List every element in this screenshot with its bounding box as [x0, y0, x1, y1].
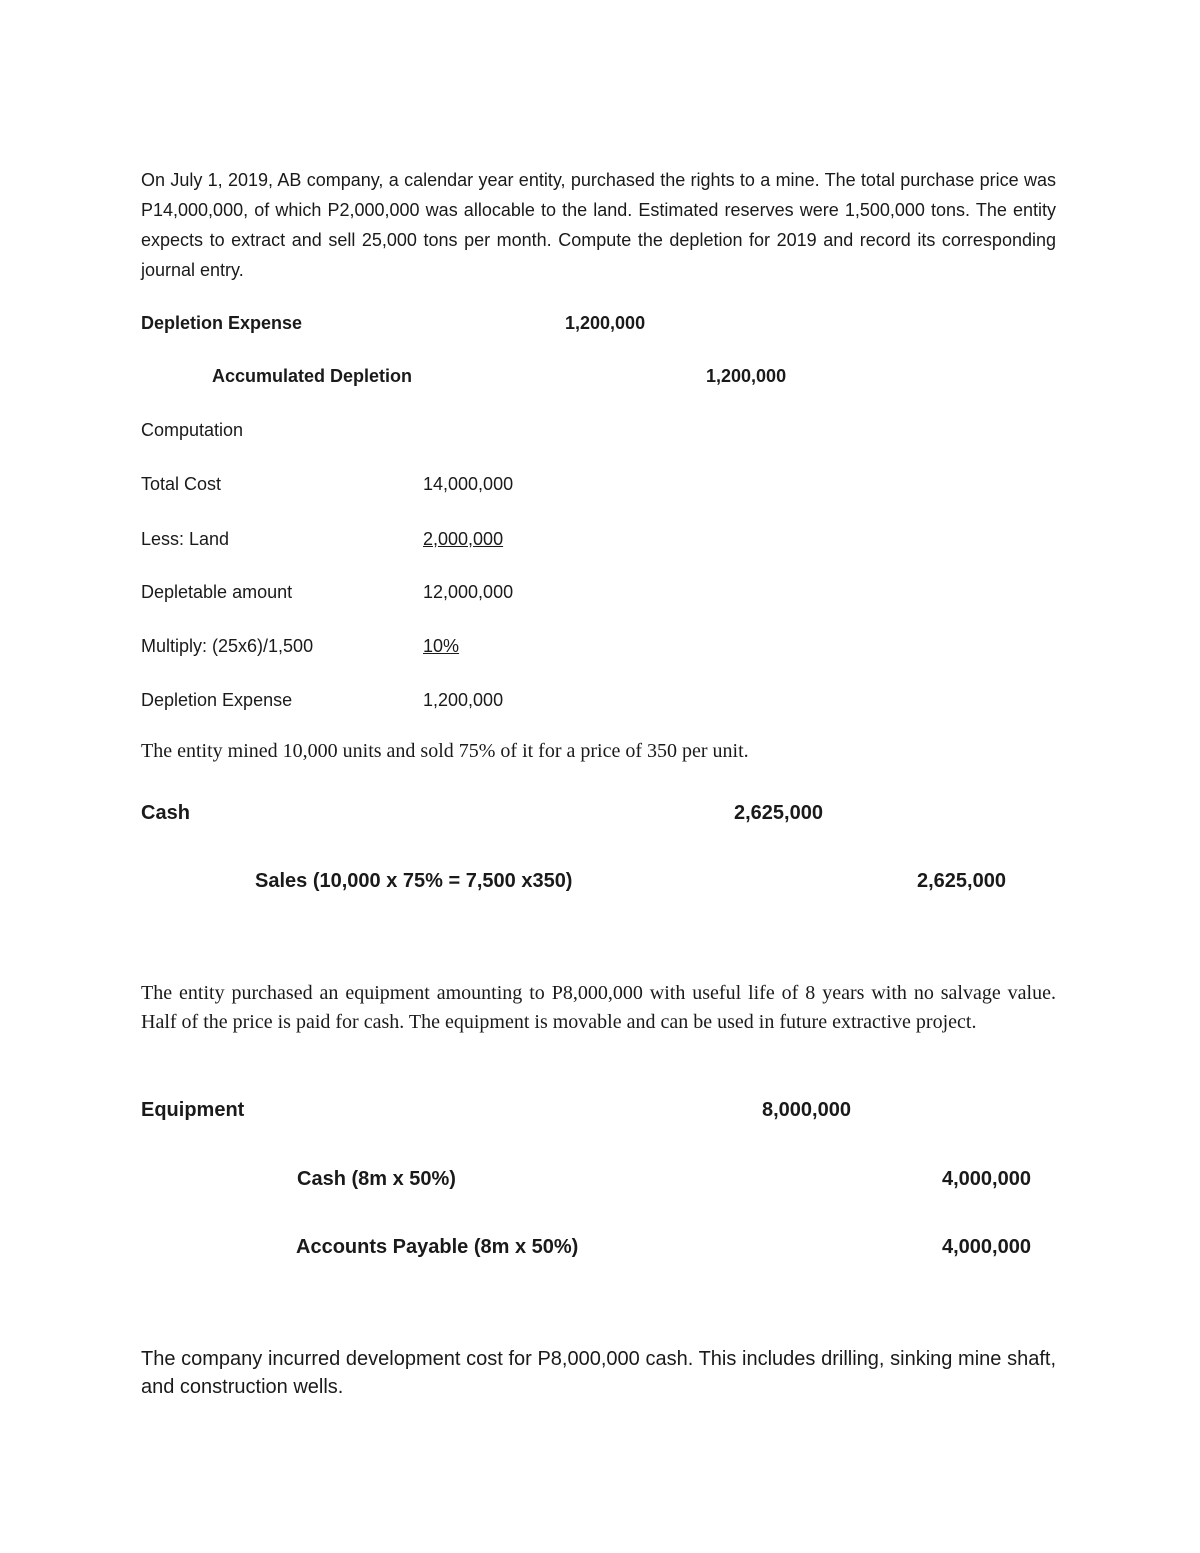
equipment-debit-account: Equipment — [141, 1099, 245, 1121]
computation-row-label: Depletable amount — [141, 582, 293, 602]
computation-row-label: Depletion Expense — [141, 690, 293, 710]
computation-row-value: 1,200,000 — [423, 690, 504, 710]
equipment-credit-cash-account: Cash (8m x 50%) — [297, 1168, 456, 1190]
intro-paragraph: On July 1, 2019, AB company, a calendar year entity, purchased the rights to a mine. The total purchase price was P14,000,000, of which P2,000,000 was allocable to the land. Estimated reserves were 1,500,000 tons. The entity expects to extract and sell 25,000 tons per month. Compute the depletion for 2019 and record its corresponding journal entry. — [141, 170, 1056, 280]
equipment-credit-payable-account: Accounts Payable (8m x 50%) — [296, 1236, 579, 1258]
equipment-debit-amount: 8,000,000 — [762, 1099, 851, 1121]
sale-credit-amount: 2,625,000 — [917, 870, 1006, 892]
equipment-credit-cash-amount: 4,000,000 — [942, 1168, 1031, 1190]
equipment-paragraph: The entity purchased an equipment amounting to P8,000,000 with useful life of 8 years with no salvage value. Half of the price is paid for cash. The equipment is movable and can be used in future extractive project. — [141, 982, 1056, 1033]
entry1-debit-amount: 1,200,000 — [565, 313, 646, 333]
computation-row-value: 2,000,000 — [423, 529, 504, 549]
computation-row-value: 14,000,000 — [423, 474, 514, 494]
sale-debit-account: Cash — [141, 802, 190, 824]
sale-credit-account: Sales (10,000 x 75% = 7,500 x350) — [255, 870, 573, 892]
entry1-credit-amount: 1,200,000 — [706, 366, 787, 386]
computation-row-label: Less: Land — [141, 529, 230, 549]
entry1-credit-account: Accumulated Depletion — [212, 366, 413, 386]
development-paragraph: The company incurred development cost for P8,000,000 cash. This includes drilling, sinking mine shaft, and construction wells. — [141, 1348, 1056, 1398]
entry1-debit-account: Depletion Expense — [141, 313, 303, 333]
computation-row-label: Total Cost — [141, 474, 222, 494]
equipment-credit-payable-amount: 4,000,000 — [942, 1236, 1031, 1258]
sale-paragraph: The entity mined 10,000 units and sold 75% of it for a price of 350 per unit. — [141, 740, 749, 762]
computation-row-value: 10% — [423, 636, 460, 656]
computation-row-value: 12,000,000 — [423, 582, 514, 602]
sale-debit-amount: 2,625,000 — [734, 802, 823, 824]
computation-row-label: Multiply: (25x6)/1,500 — [141, 636, 314, 656]
computation-heading: Computation — [141, 420, 244, 440]
